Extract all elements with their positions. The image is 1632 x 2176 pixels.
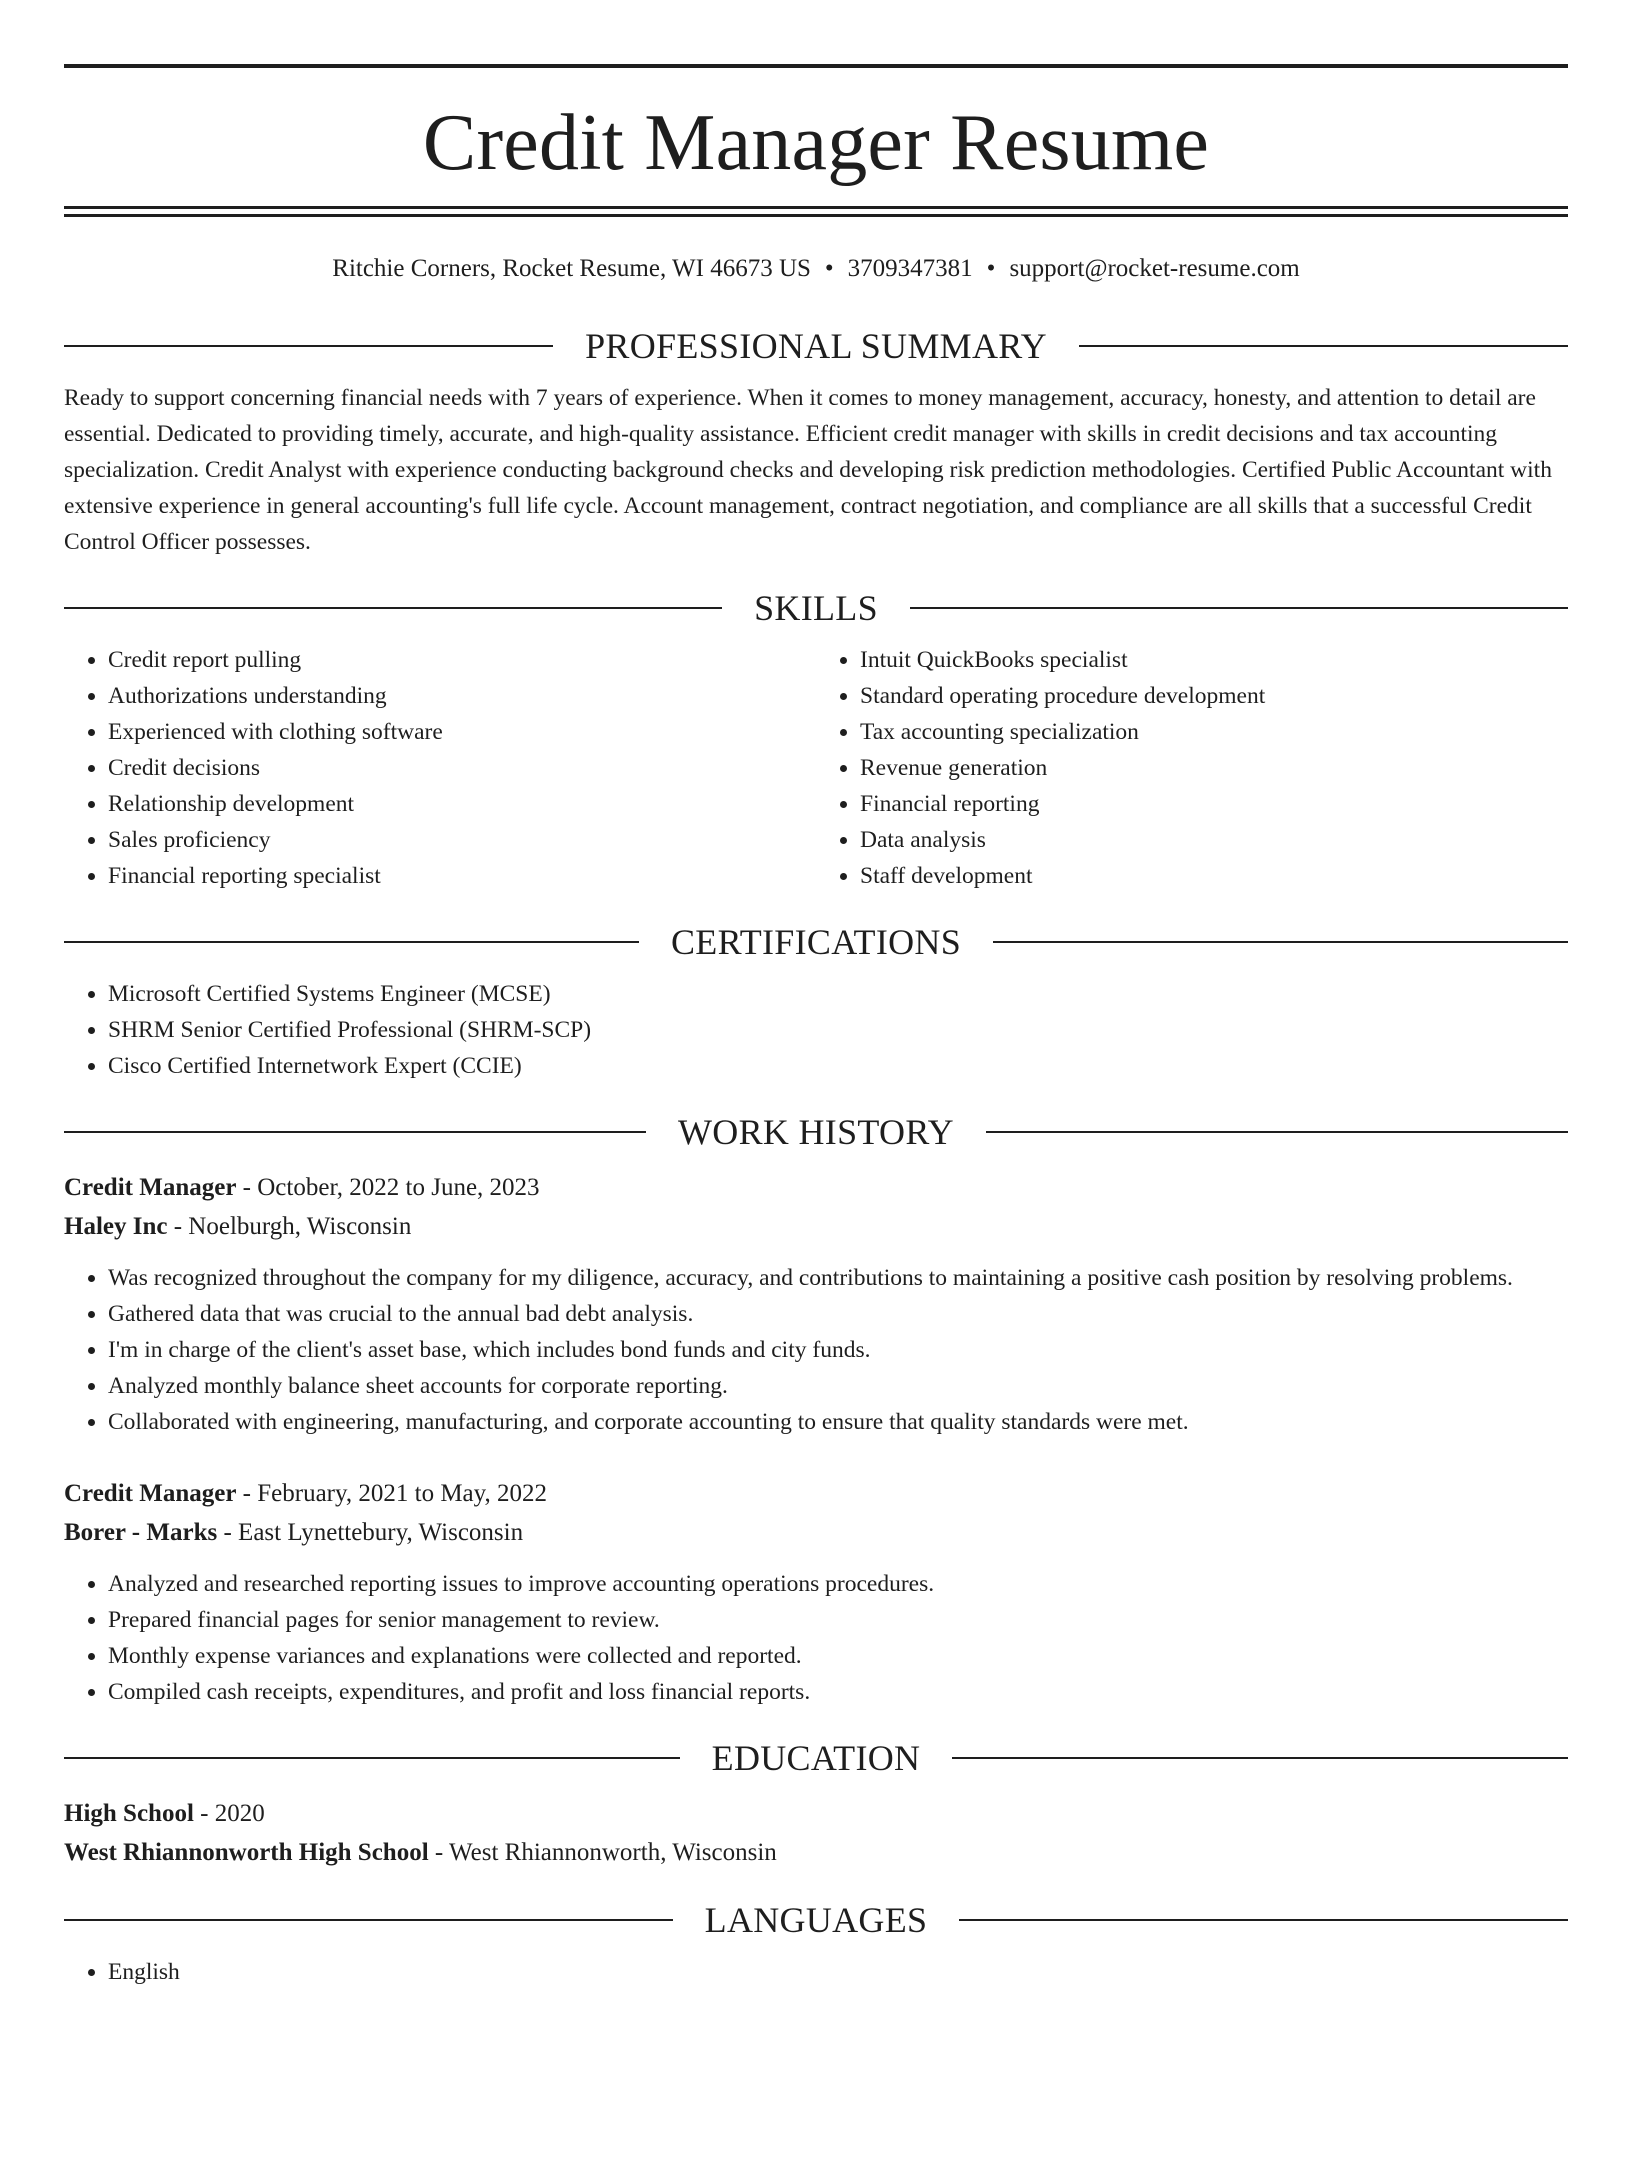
section-heading-languages <box>64 1898 1568 1942</box>
heading-rule <box>993 941 1568 943</box>
section-heading-education <box>64 1736 1568 1780</box>
skill-item: • Credit report pulling <box>108 642 816 678</box>
heading-rule <box>64 1919 673 1921</box>
skill-item: • Financial reporting <box>860 786 1568 822</box>
heading-rule <box>64 345 553 347</box>
job-bullets <box>64 1260 1568 1440</box>
job-bullets <box>64 1566 1568 1710</box>
job-entry <box>64 1474 1568 1710</box>
heading-rule <box>959 1919 1568 1921</box>
job-bullet: • Analyzed monthly balance sheet accounts for corporate reporting. <box>108 1368 1568 1404</box>
job-company: Haley Inc <box>64 1213 168 1240</box>
skill-item: • Data analysis <box>860 822 1568 858</box>
job-company: Borer - Marks <box>64 1519 218 1546</box>
skill-item: • Tax accounting specialization <box>860 714 1568 750</box>
job-bullet: • Prepared financial pages for senior management to review. <box>108 1602 1568 1638</box>
languages-list <box>64 1954 1568 1990</box>
section-title: PROFESSIONAL SUMMARY <box>585 326 1047 366</box>
section-title: LANGUAGES <box>704 1900 928 1940</box>
title-double-rule <box>64 206 1568 217</box>
education-degree: High School <box>64 1800 194 1827</box>
summary-text: Ready to support concerning financial needs with 7 years of experience. When it comes to money management, accuracy, honesty, and attention to detail are essential. Dedicated to providing timely, accurate, and high-quality assistance. Efficient credit manager with skills in credit decisions and tax accounting specialization. Credit Analyst with experience conducting background checks and developing risk prediction methodologies. Certified Public Accountant with extensive experience in general accounting's full life cycle. Account management, contract negotiation, and compliance are all skills that a successful Credit Control Officer possesses. <box>64 385 1552 555</box>
job-bullet: • I'm in charge of the client's asset base, which includes bond funds and city funds. <box>108 1332 1568 1368</box>
job-role: Credit Manager <box>64 1174 237 1201</box>
job-bullet: • Gathered data that was crucial to the annual bad debt analysis. <box>108 1296 1568 1332</box>
education-school-line <box>64 1833 1568 1872</box>
section-title: CERTIFICATIONS <box>670 922 962 962</box>
job-entry <box>64 1168 1568 1440</box>
contact-address: Ritchie Corners, Rocket Resume, WI 46673 US <box>332 255 811 282</box>
job-title-line <box>64 1474 1568 1513</box>
job-bullet: • Analyzed and researched reporting issues to improve accounting operations procedures. <box>108 1566 1568 1602</box>
skill-item: • Experienced with clothing software <box>108 714 816 750</box>
job-title-line <box>64 1168 1568 1207</box>
education-entry <box>64 1794 1568 1872</box>
language-item: • English <box>108 1954 1568 1990</box>
resume-page <box>0 64 1632 2176</box>
job-role: Credit Manager <box>64 1480 237 1507</box>
contact-line <box>64 252 1568 286</box>
contact-separator: • <box>824 255 834 282</box>
education-school: West Rhiannonworth High School <box>64 1839 429 1866</box>
job-dates: - February, 2021 to May, 2022 <box>236 1480 548 1507</box>
heading-rule <box>910 607 1568 609</box>
contact-separator: • <box>986 255 996 282</box>
skill-item: • Sales proficiency <box>108 822 816 858</box>
certification-item: • Microsoft Certified Systems Engineer (MCSE) <box>108 976 1568 1012</box>
job-bullet: • Compiled cash receipts, expenditures, and profit and loss financial reports. <box>108 1674 1568 1710</box>
skills-column-right <box>816 642 1568 894</box>
heading-rule <box>1079 345 1568 347</box>
certification-item: • Cisco Certified Internetwork Expert (CCIE) <box>108 1048 1568 1084</box>
certifications-list <box>64 976 1568 1084</box>
heading-rule <box>952 1757 1568 1759</box>
job-company-line <box>64 1207 1568 1246</box>
section-title: SKILLS <box>754 588 878 628</box>
job-bullet: • Collaborated with engineering, manufacturing, and corporate accounting to ensure that quality standards were met. <box>108 1404 1568 1440</box>
job-bullet: • Monthly expense variances and explanations were collected and reported. <box>108 1638 1568 1674</box>
education-year: - 2020 <box>193 1800 265 1827</box>
skill-item: • Revenue generation <box>860 750 1568 786</box>
job-location: - East Lynettebury, Wisconsin <box>217 1519 524 1546</box>
skills-column-left <box>64 642 816 894</box>
heading-rule <box>64 1757 680 1759</box>
page-title: Credit Manager Resume <box>422 99 1210 187</box>
skill-item: • Standard operating procedure development <box>860 678 1568 714</box>
skill-item: • Relationship development <box>108 786 816 822</box>
education-location: - West Rhiannonworth, Wisconsin <box>428 1839 777 1866</box>
skill-item: • Credit decisions <box>108 750 816 786</box>
job-bullet: • Was recognized throughout the company for my diligence, accuracy, and contributions to maintaining a positive cash position by resolving problems. <box>108 1260 1568 1296</box>
job-location: - Noelburgh, Wisconsin <box>167 1213 412 1240</box>
certification-item: • SHRM Senior Certified Professional (SHRM-SCP) <box>108 1012 1568 1048</box>
skill-item: • Intuit QuickBooks specialist <box>860 642 1568 678</box>
section-heading-summary <box>64 324 1568 368</box>
job-company-line <box>64 1513 1568 1552</box>
skill-item: • Staff development <box>860 858 1568 894</box>
contact-phone: 3709347381 <box>847 255 973 282</box>
skill-item: • Authorizations understanding <box>108 678 816 714</box>
contact-email: support@rocket-resume.com <box>1009 255 1300 282</box>
section-heading-certifications <box>64 920 1568 964</box>
section-title: WORK HISTORY <box>678 1112 954 1152</box>
job-dates: - October, 2022 to June, 2023 <box>236 1174 540 1201</box>
heading-rule <box>64 941 639 943</box>
section-heading-work-history <box>64 1110 1568 1154</box>
section-title: EDUCATION <box>711 1738 921 1778</box>
education-degree-line <box>64 1794 1568 1833</box>
section-heading-skills <box>64 586 1568 630</box>
skills-grid <box>64 642 1568 894</box>
skill-item: • Financial reporting specialist <box>108 858 816 894</box>
heading-rule <box>64 1131 646 1133</box>
heading-rule <box>64 607 722 609</box>
heading-rule <box>986 1131 1568 1133</box>
